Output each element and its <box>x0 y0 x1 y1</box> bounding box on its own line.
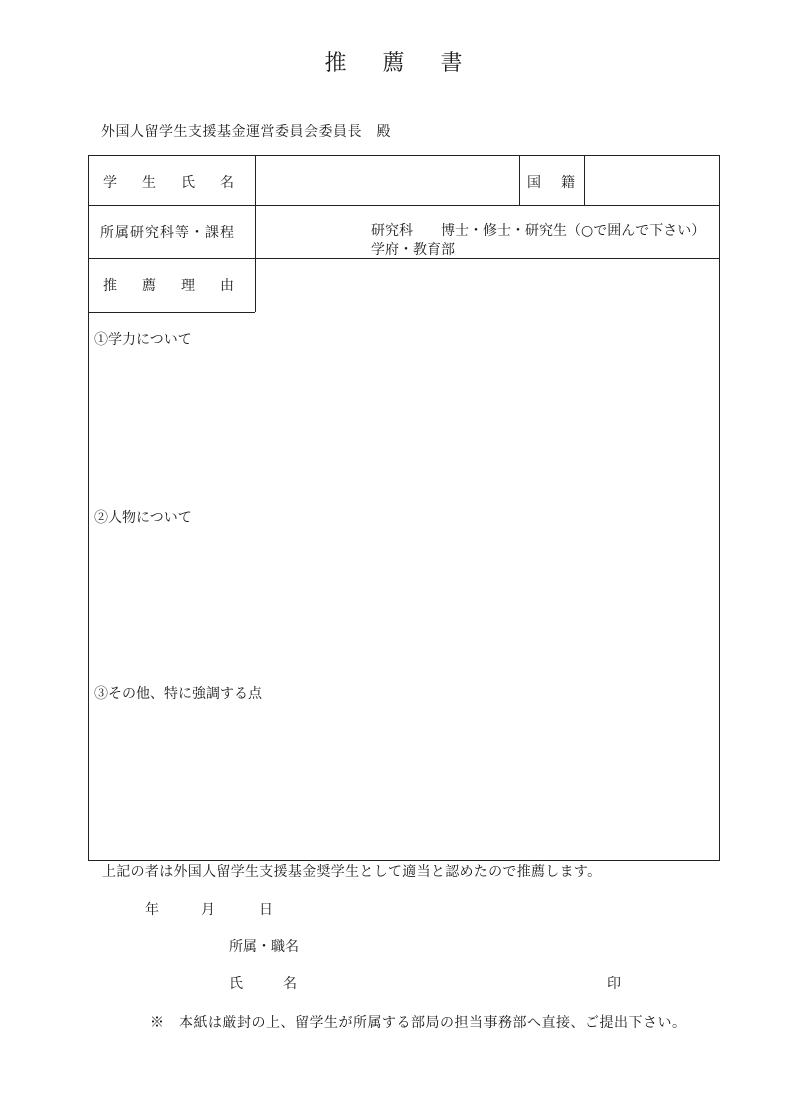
position-label: 所属・職名 <box>229 939 299 955</box>
affiliation-course-text: 研究科 博士・修士・研究生（○で囲んで下さい） <box>371 223 706 239</box>
reason-label: 推薦理由 <box>103 278 259 294</box>
student-name-label: 学生氏名 <box>103 175 259 191</box>
name-label: 氏 名 <box>229 976 301 992</box>
nationality-label: 国籍 <box>527 175 595 191</box>
other-points-heading: ③その他、特に強調する点 <box>94 686 262 702</box>
row-divider-1 <box>88 205 720 206</box>
day-label: 日 <box>259 902 273 918</box>
other-points-field[interactable] <box>94 704 714 854</box>
recommendation-statement: 上記の者は外国人留学生支援基金奨学生として適当と認めたので推薦します。 <box>102 864 602 880</box>
reason-label-bottom-border <box>88 312 255 313</box>
nationality-label-left-border <box>519 155 520 205</box>
academic-ability-heading: ①学力について <box>94 332 192 348</box>
submission-note: ※ 本紙は厳封の上、留学生が所属する部局の担当事務部へ直接、ご提出下さい。 <box>150 1015 687 1031</box>
seal-mark: 印 <box>607 976 621 992</box>
addressee: 外国人留学生支援基金運営委員会委員長 殿 <box>101 124 391 140</box>
student-name-field[interactable] <box>257 157 517 203</box>
signer-name-field[interactable] <box>305 969 595 991</box>
academic-ability-field[interactable] <box>94 350 714 500</box>
nationality-field[interactable] <box>586 157 718 203</box>
position-field[interactable] <box>305 932 605 954</box>
year-label: 年 <box>145 902 159 918</box>
character-field[interactable] <box>94 528 714 678</box>
character-heading: ②人物について <box>94 510 192 526</box>
page-title: 推薦書 <box>324 51 499 76</box>
month-label: 月 <box>201 902 215 918</box>
affiliation-school-text: 学府・教育部 <box>371 242 455 258</box>
affiliation-label: 所属研究科等・課程 <box>100 225 235 241</box>
